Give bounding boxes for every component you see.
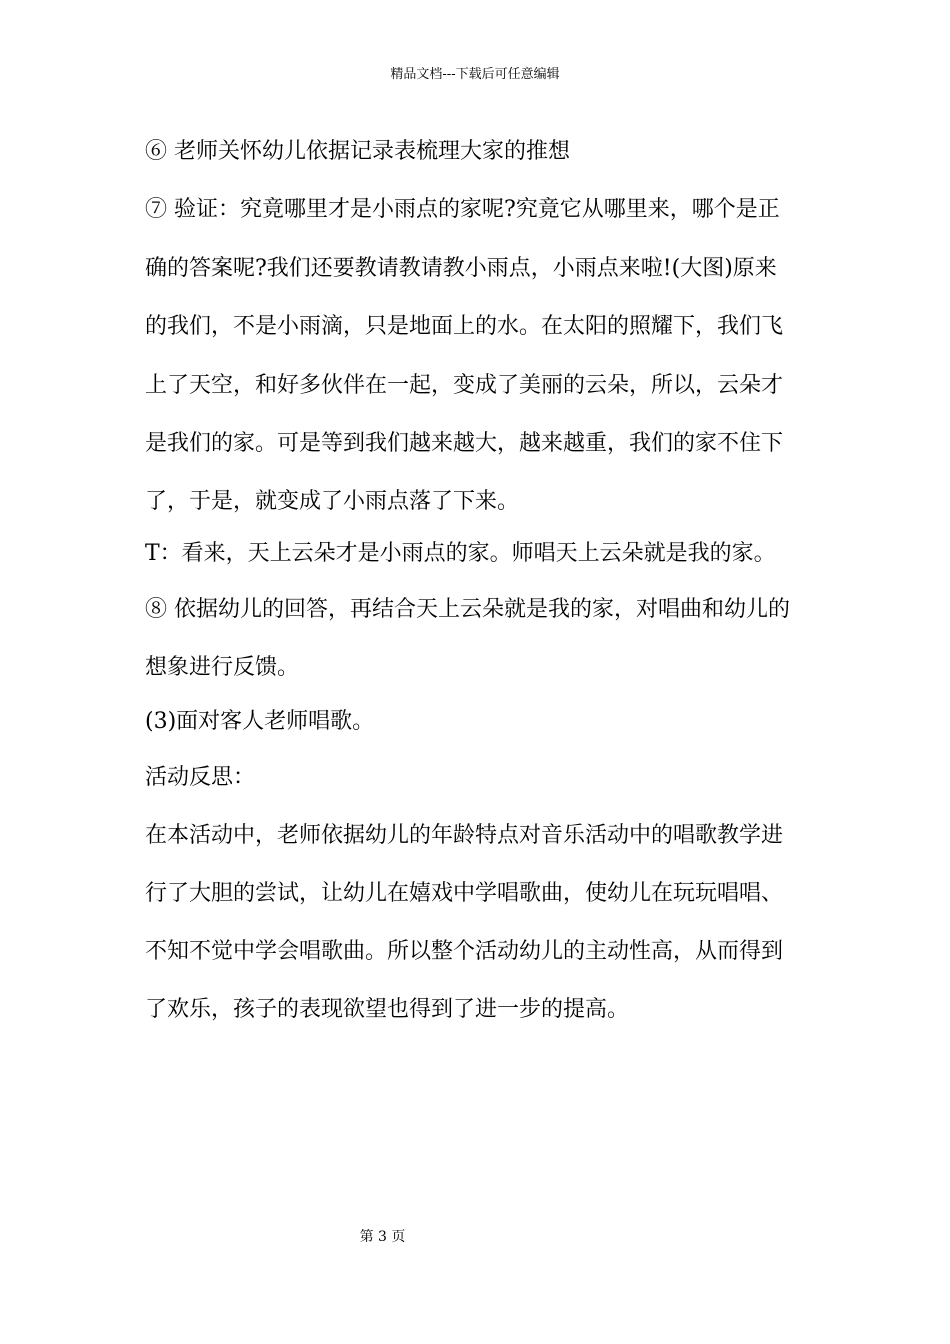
- text-line: 是我们的家。可是等到我们越来越大，越来越重，我们的家不住下: [145, 431, 784, 456]
- text-line: ⑥ 老师关怀幼儿依据记录表梳理大家的推想: [145, 139, 570, 164]
- text-line: 上了天空，和好多伙伴在一起，变成了美丽的云朵，所以，云朵才: [145, 373, 784, 398]
- page-footer: 第 3 页: [359, 1229, 406, 1245]
- text-line: 活动反思：: [145, 765, 256, 790]
- text-line: 不知不觉中学会唱歌曲。所以整个活动幼儿的主动性高，从而得到: [145, 939, 784, 964]
- text-line: 行了大胆的尝试，让幼儿在嬉戏中学唱歌曲，使幼儿在玩玩唱唱、: [145, 881, 784, 906]
- text-line: ⑧ 依据幼儿的回答，再结合天上云朵就是我的家，对唱曲和幼儿的: [145, 597, 790, 622]
- text-line: 在本活动中，老师依据幼儿的年龄特点对音乐活动中的唱歌教学进: [145, 823, 784, 848]
- text-line: 了欢乐，孩子的表现欲望也得到了进一步的提高。: [145, 997, 630, 1022]
- text-line: T：看来，天上云朵才是小雨点的家。师唱天上云朵就是我的家。: [145, 541, 776, 566]
- page-header: 精品文档---下载后可任意编辑: [390, 67, 560, 82]
- text-line: 想象进行反馈。: [145, 655, 300, 680]
- text-line: (3)面对客人老师唱歌。: [145, 709, 375, 734]
- text-line: 了，于是，就变成了小雨点落了下来。: [145, 489, 520, 514]
- text-line: ⑦ 验证：究竟哪里才是小雨点的家呢?究竟它从哪里来，哪个是正: [145, 197, 780, 222]
- text-line: 确的答案呢?我们还要教请教请教小雨点，小雨点来啦!(大图)原来: [145, 256, 777, 281]
- text-line: 的我们，不是小雨滴，只是地面上的水。在太阳的照耀下，我们飞: [145, 314, 784, 339]
